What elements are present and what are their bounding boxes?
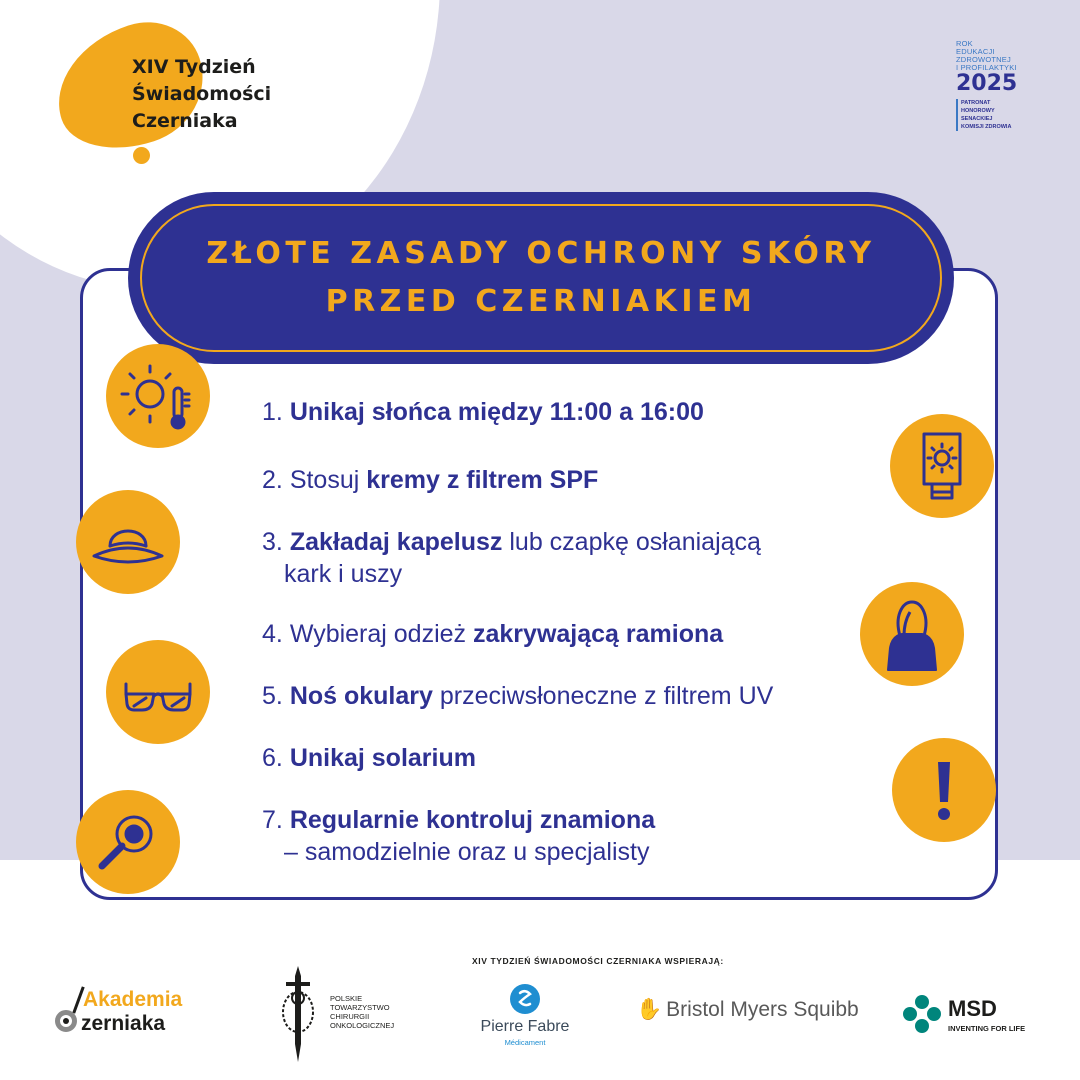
sunscreen-icon: [890, 414, 994, 518]
ptcho-line: POLSKIE: [330, 994, 363, 1003]
bms-name: Bristol Myers Squibb: [666, 998, 859, 1021]
rule-text: lub czapkę osłaniającą: [509, 528, 761, 556]
rule-number: 6.: [262, 744, 283, 772]
rule-number: 7.: [262, 806, 283, 834]
rule-bold-text: Unikaj solarium: [289, 744, 476, 772]
exclamation-icon: [892, 738, 996, 842]
yellow-dot-decoration: [133, 147, 150, 164]
campaign-title: [132, 54, 271, 135]
year-logo-line: ROK: [956, 39, 973, 48]
ptcho-line: CHIRURGII: [330, 1012, 370, 1021]
rule-bold-text: Zakładaj kapelusz: [289, 528, 503, 556]
rule-bold-text: kremy z filtrem SPF: [366, 466, 599, 494]
year-logo-patron-line: PATRONAT: [961, 100, 991, 106]
sun-thermometer-icon: [106, 344, 210, 448]
rule-number: 2.: [262, 466, 283, 494]
rule-text: Stosuj: [289, 466, 360, 494]
ptcho-line: ONKOLOGICZNEJ: [330, 1021, 395, 1030]
rule-bold-text: Noś okulary: [289, 682, 433, 710]
banner-title-line-1: ZŁOTE ZASADY OCHRONY SKÓRY: [206, 236, 876, 271]
supporters-label: XIV TYDZIEŃ ŚWIADOMOŚCI CZERNIAKA WSPIERAJĄ:: [472, 956, 724, 966]
rule-item: [262, 742, 476, 774]
title-banner-frame: [140, 204, 942, 352]
sunglasses-icon: [106, 640, 210, 744]
rule-item: [262, 526, 761, 590]
banner-title-line-2: PRZED CZERNIAKIEM: [325, 284, 757, 319]
rule-text: przeciwsłoneczne z filtrem UV: [439, 682, 774, 710]
rule-bold-text: Unikaj słońca między 11:00 a 16:00: [289, 398, 704, 426]
rule-item: [262, 464, 598, 496]
year-logo-line: EDUKACJI: [956, 47, 995, 56]
year-logo-patron-line: HONOROWY: [961, 108, 995, 114]
akademia-logo-top: Akademia: [83, 988, 183, 1011]
pierre-fabre-name: Pierre Fabre: [480, 1018, 570, 1035]
magnifier-icon: [76, 790, 180, 894]
campaign-title-line: Czerniaka: [132, 110, 238, 132]
year-logo-patron-line: KOMISJI ZDROWIA: [961, 124, 1012, 130]
msd-tagline: INVENTING FOR LIFE: [948, 1024, 1026, 1033]
rule-continuation: – samodzielnie oraz u specjalisty: [284, 838, 650, 866]
rule-number: 3.: [262, 528, 283, 556]
pierre-fabre-sub: Médicament: [504, 1038, 546, 1047]
pierre-fabre-logo: [466, 982, 584, 1052]
akademia-logo-bottom: zerniaka: [81, 1012, 166, 1035]
rule-number: 4.: [262, 620, 283, 648]
bms-hand-icon: ✋: [636, 998, 663, 1021]
campaign-title-line: XIV Tydzień: [132, 56, 256, 78]
rule-text: Wybieraj odzież: [289, 620, 467, 648]
pierre-fabre-mark-icon: [510, 984, 540, 1014]
rule-number: 5.: [262, 682, 283, 710]
rule-item: [262, 804, 655, 868]
bristol-myers-squibb-logo: [636, 998, 859, 1022]
akademia-ring-mark: [55, 1010, 77, 1032]
campaign-title-line: Świadomości: [132, 83, 272, 105]
year-logo-patron-line: SENACKIEJ: [961, 116, 993, 122]
msd-logo: [902, 994, 1042, 1044]
rule-number: 1.: [262, 398, 283, 426]
rule-item: [262, 680, 773, 712]
dagger-emblem-icon: [278, 964, 318, 1064]
akademia-czerniaka-logo: [55, 982, 235, 1042]
covered-shoulders-icon: [860, 582, 964, 686]
hat-icon: [76, 490, 180, 594]
year-logo-line: I PROFILAKTYKI: [956, 63, 1017, 72]
rule-bold-text: zakrywającą ramiona: [473, 620, 724, 648]
year-logo-year: 2025: [956, 71, 1018, 96]
rule-continuation: kark i uszy: [284, 560, 403, 588]
year-logo-line: ZDROWOTNEJ: [956, 55, 1011, 64]
year-of-health-education-logo: [956, 40, 1036, 131]
rule-bold-text: Regularnie kontroluj znamiona: [289, 806, 656, 834]
ptcho-line: TOWARZYSTWO: [330, 1003, 390, 1012]
ptcho-logo: [278, 964, 418, 1064]
rule-item: [262, 618, 723, 650]
msd-mark-icon: [902, 994, 942, 1034]
rule-item: [262, 396, 704, 428]
msd-name: MSD: [948, 996, 997, 1021]
